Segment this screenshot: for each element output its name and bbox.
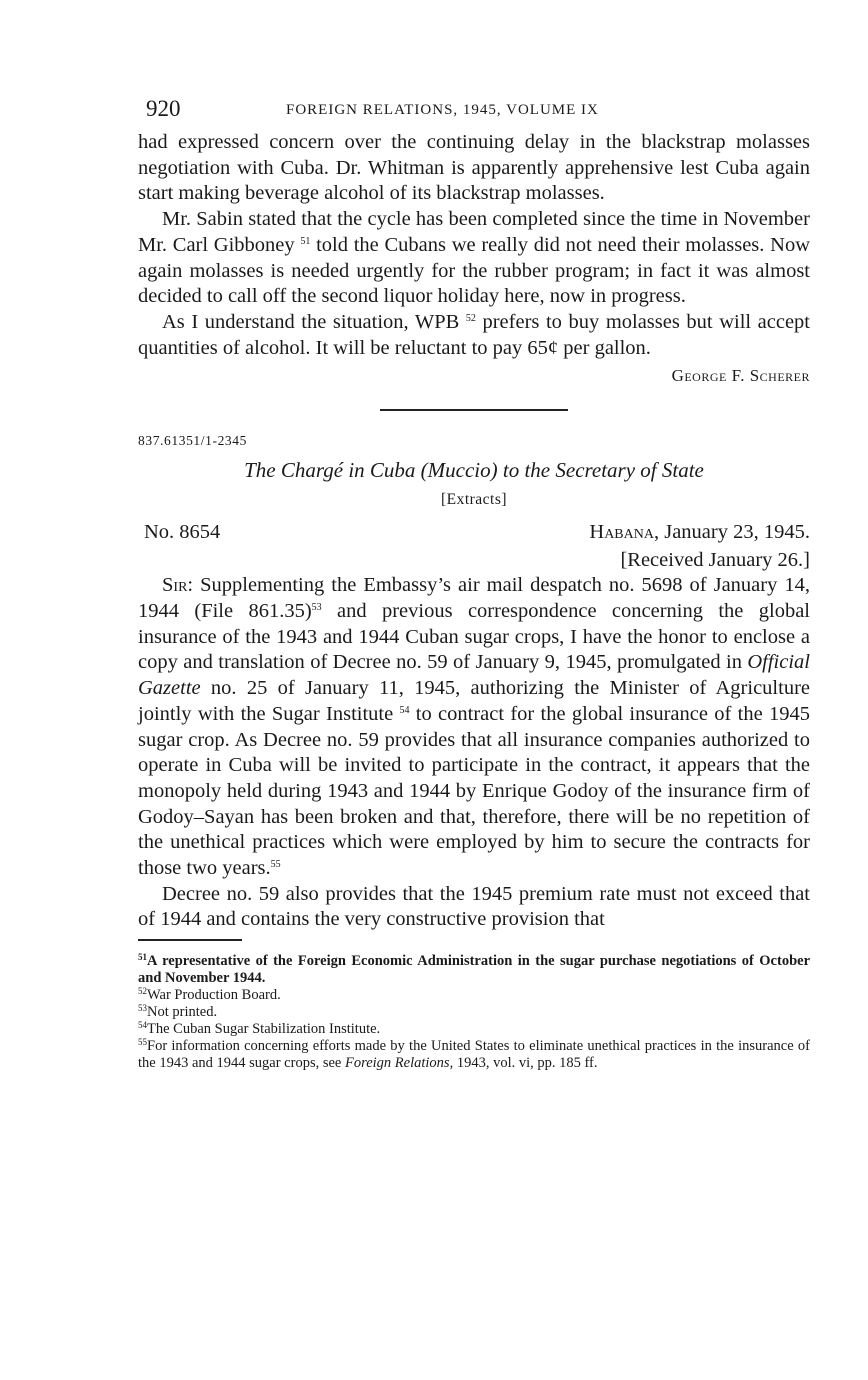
footnote-text-a: For information concerning efforts made by the United States to eliminate unethical practices in the insurance of the 1943 and 1944 sugar crops, see — [138, 1038, 810, 1072]
date: , January 23, 1945. — [653, 521, 810, 544]
memo-paragraph-3 — [138, 310, 810, 361]
place-date — [589, 521, 810, 544]
foreign-relations-citation: Foreign Relations — [344, 1055, 450, 1072]
footnote-text: Not printed. — [147, 1004, 218, 1021]
received-date: [Received January 26.] — [620, 549, 810, 572]
footnote-54 — [138, 1021, 810, 1038]
extracts-label: [Extracts] — [440, 491, 508, 509]
section-divider — [380, 409, 568, 411]
footnote-text-b: , 1943, vol. vi, pp. 185 ff. — [449, 1055, 598, 1072]
file-number: 837.61351/1-2345 — [138, 433, 247, 449]
footnote-ref-53[interactable]: 53 — [311, 602, 322, 614]
body1-text-b: and previous correspondence concerning the global insurance of the 1943 and 1944 Cuban sugar crops, I have the honor to enclose a copy and translation of Decree no. 59 of January 9, 1945, promulgated in — [138, 600, 811, 674]
memo-paragraph-2 — [138, 207, 810, 310]
footnote-number: 51 — [138, 952, 147, 963]
footnote-number: 53 — [138, 1003, 147, 1014]
footnote-ref-52[interactable]: 52 — [465, 312, 476, 324]
footnote-number: 52 — [138, 986, 147, 997]
memo-p3-text-a: As I understand the situation, WPB — [162, 310, 460, 333]
memo-paragraph-1: had expressed concern over the continuing delay in the blackstrap molasses negotiation with Cuba. Dr. Whitman is apparently apprehensive lest Cuba again start making beverage alcohol of its blackstrap molasses. — [138, 131, 810, 205]
footnote-divider — [138, 939, 242, 941]
footnote-52 — [138, 987, 810, 1004]
footnote-text: A representative of the Foreign Economic Administration in the sugar purchase negotiations of October and November 1944. — [138, 953, 810, 987]
footnote-text: War Production Board. — [147, 987, 281, 1004]
page — [138, 96, 810, 1072]
despatch-paragraph-1 — [138, 573, 810, 881]
body1-text-a: : Supplementing the Embassy’s air mail despatch no. 5698 of January 14, 1944 (File 861.35) — [138, 574, 810, 623]
running-title: FOREIGN RELATIONS, 1945, VOLUME IX — [286, 102, 599, 118]
footnote-51 — [138, 953, 810, 987]
running-head — [138, 96, 810, 130]
footnote-ref-54[interactable]: 54 — [399, 704, 410, 716]
memo-p3-text-b: prefers to buy molasses but will accept quantities of alcohol. It will be reluctant to pay 65¢ per gallon. — [138, 310, 811, 359]
footnote-text: The Cuban Sugar Stabilization Institute. — [147, 1021, 381, 1038]
despatch-paragraph-2: Decree no. 59 also provides that the 1945 premium rate must not exceed that of 1944 and contains the very constructive provision that — [138, 882, 810, 931]
salutation: Sir — [162, 574, 188, 597]
footnote-ref-51[interactable]: 51 — [300, 235, 311, 247]
official-gazette: Official Gazette — [138, 651, 810, 700]
place-name: Habana — [589, 521, 654, 544]
footnote-number: 55 — [138, 1037, 147, 1048]
document-title: The Chargé in Cuba (Muccio) to the Secretary of State — [244, 458, 704, 483]
footnote-number: 54 — [138, 1020, 147, 1031]
signature: George F. Scherer — [671, 366, 810, 386]
footnote-53 — [138, 1004, 810, 1021]
page-number: 920 — [146, 96, 181, 121]
memo-p2-text-a: Mr. Sabin stated that the cycle has been completed since the time in November Mr. Carl Gibboney — [138, 208, 810, 256]
dateline — [138, 521, 810, 547]
despatch-number: No. 8654 — [144, 521, 221, 544]
body1-text-c: no. 25 of January 11, 1945, authorizing the Minister of Agriculture jointly with the Sugar Institute — [138, 677, 810, 725]
memo-p2-text-b: told the Cubans we really did not need their molasses. Now again molasses is needed urgently for the rubber program; in fact it was almost decided to call off the second liquor holiday here, now in progress. — [138, 233, 810, 308]
body1-text-d: to contract for the global insurance of the 1945 sugar crop. As Decree no. 59 provides that all insurance companies authorized to operate in Cuba will be invited to participate in the contract, it appears that the monopoly held during 1943 and 1944 by Enrique Godoy of the insurance firm of Godoy–Sayan has been broken and that, therefore, there will be no repetition of the unethical practices which were employed by him to secure the contracts for those two years. — [138, 702, 810, 880]
footnote-ref-55[interactable]: 55 — [270, 859, 281, 871]
footnote-55 — [138, 1038, 810, 1072]
